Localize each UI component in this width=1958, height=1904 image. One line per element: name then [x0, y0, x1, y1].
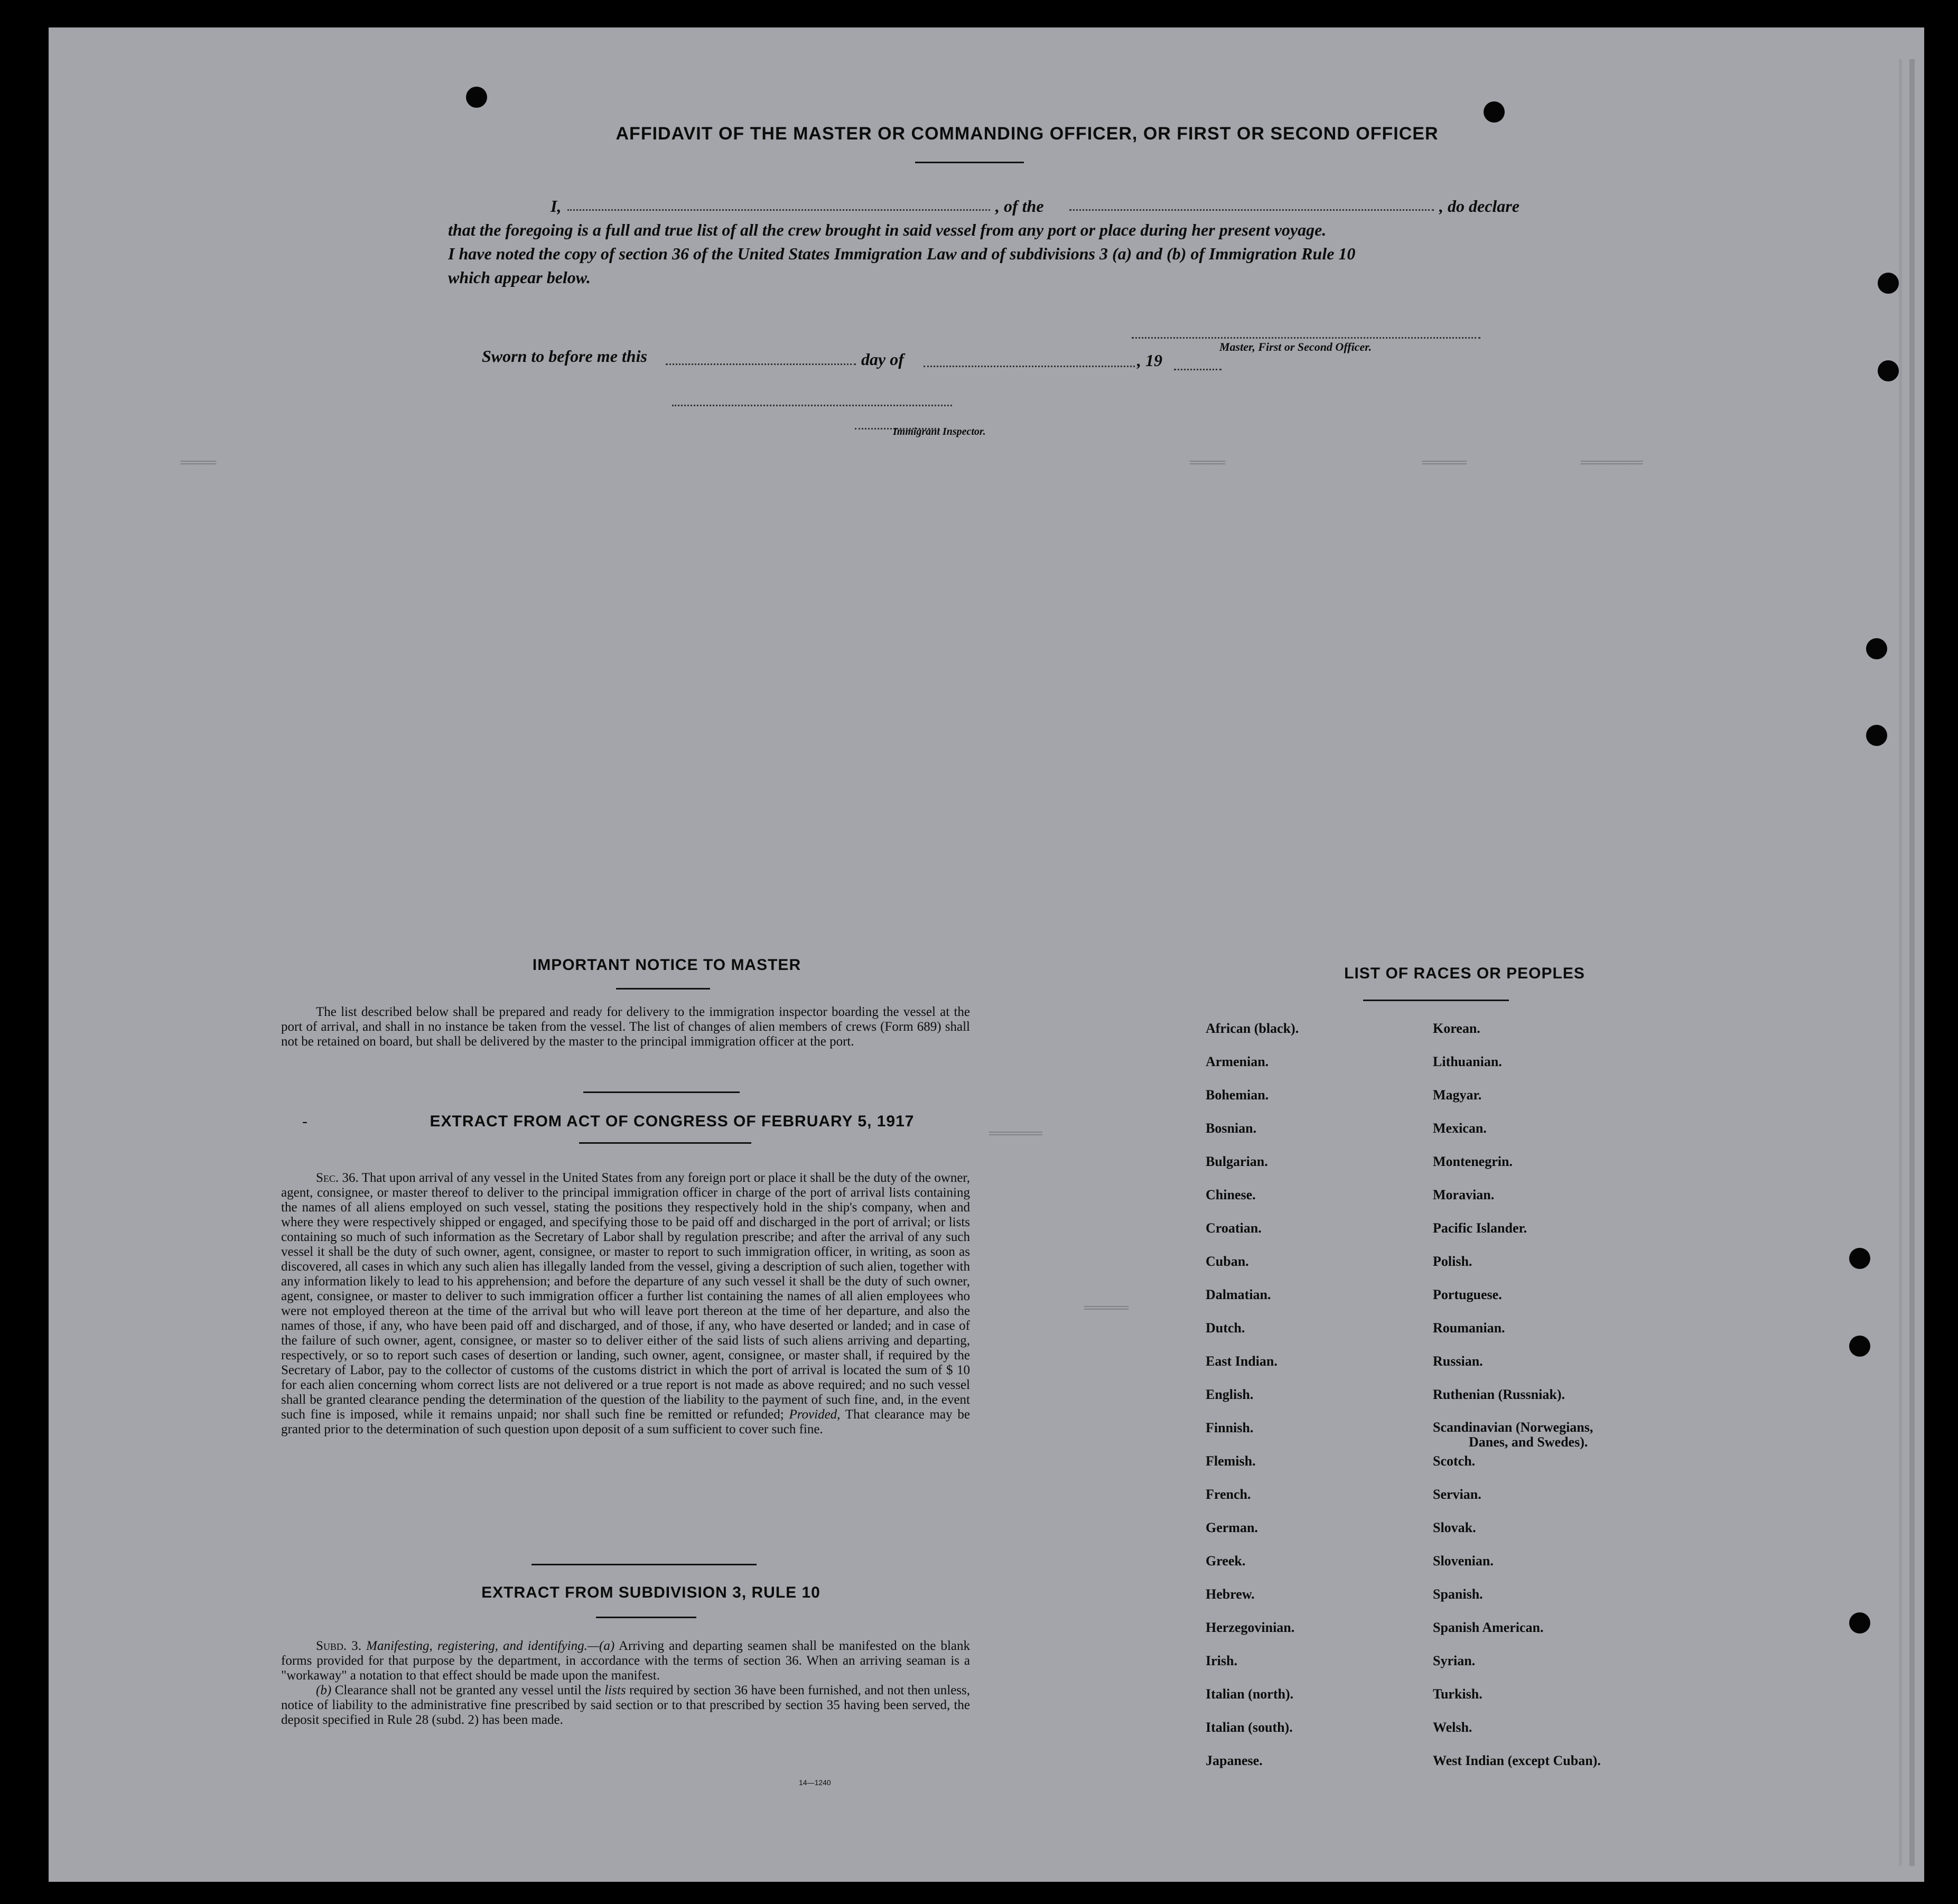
race-item: Lithuanian. — [1433, 1054, 1502, 1069]
rule-title: EXTRACT FROM SUBDIVISION 3, RULE 10 — [481, 1584, 821, 1601]
races-right-column — [1433, 1021, 1601, 1786]
bleed-through: ══════ — [989, 1126, 1042, 1143]
punch-hole — [1849, 1612, 1870, 1634]
race-item: Syrian. — [1433, 1653, 1476, 1668]
punch-hole — [1484, 101, 1505, 123]
bleed-through: ═══════ — [1581, 455, 1643, 472]
sworn-month-field[interactable] — [924, 366, 1135, 367]
race-item: Russian. — [1433, 1354, 1483, 1369]
race-item: Roumanian. — [1433, 1320, 1505, 1336]
provided-label: Provided, — [789, 1407, 841, 1422]
divider — [1363, 1000, 1509, 1001]
punch-hole — [466, 87, 487, 108]
master-signature-label: Master, First or Second Officer. — [1219, 340, 1372, 353]
dash-mark: - — [302, 1113, 307, 1130]
races-title: LIST OF RACES OR PEOPLES — [1344, 965, 1585, 982]
race-item: Korean. — [1433, 1021, 1480, 1036]
rule-heading: Manifesting, registering, and identifying.—(a) — [366, 1639, 615, 1653]
race-item: Spanish. — [1433, 1586, 1483, 1602]
race-item: Ruthenian (Russniak). — [1433, 1387, 1565, 1402]
divider — [596, 1617, 696, 1618]
punch-hole — [1878, 273, 1899, 294]
act-text — [281, 1171, 970, 1437]
divider — [616, 988, 710, 990]
divider — [532, 1564, 757, 1565]
race-item-scandinavian-cont: Danes, and Swedes). — [1469, 1434, 1588, 1450]
bleed-through: ═════ — [1422, 455, 1467, 472]
affidavit-body — [448, 194, 1536, 290]
rule-text-b1: Clearance shall not be granted any vessel until the — [334, 1683, 601, 1697]
sworn-label: Sworn to before me this — [482, 347, 647, 366]
affidavit-of-label: , of the — [995, 197, 1044, 216]
race-item: Bohemian. — [1206, 1087, 1269, 1103]
form-number: 14—1240 — [799, 1778, 831, 1787]
affidavit-line-4: which appear below. — [448, 268, 591, 287]
race-item: Dutch. — [1206, 1320, 1245, 1336]
race-item: Croatian. — [1206, 1220, 1262, 1236]
master-signature-field[interactable] — [1132, 337, 1480, 339]
race-item: German. — [1206, 1520, 1258, 1535]
race-item: Finnish. — [1206, 1420, 1254, 1435]
race-item: Slovenian. — [1433, 1553, 1494, 1569]
race-item: Bosnian. — [1206, 1121, 1257, 1136]
rule-b-label: (b) — [316, 1683, 332, 1697]
act-title: EXTRACT FROM ACT OF CONGRESS OF FEBRUARY 5, 1917 — [430, 1113, 915, 1130]
year-label: , 19 — [1137, 351, 1162, 370]
document-page — [49, 27, 1924, 1882]
race-item: Japanese. — [1206, 1753, 1263, 1768]
notice-title: IMPORTANT NOTICE TO MASTER — [532, 956, 801, 974]
race-item: French. — [1206, 1487, 1251, 1502]
race-item: West Indian (except Cuban). — [1433, 1753, 1601, 1768]
inspector-signature-line[interactable] — [672, 405, 952, 406]
race-item: Turkish. — [1433, 1686, 1483, 1702]
race-item: Cuban. — [1206, 1254, 1249, 1269]
race-item: Spanish American. — [1433, 1620, 1544, 1635]
rule-text — [281, 1639, 970, 1728]
race-item: Montenegrin. — [1433, 1154, 1513, 1169]
punch-hole — [1878, 360, 1899, 381]
race-item: Mexican. — [1433, 1121, 1487, 1136]
punch-hole — [1866, 638, 1887, 659]
race-item: Bulgarian. — [1206, 1154, 1268, 1169]
rule-text-a: Arriving and departing seamen shall be manifested on the blank forms provided for that purpose by the department, in accordance with the terms of section 36. When an arriving seaman is a "workaway" a notation to that effect should be made upon the manifest. — [281, 1639, 970, 1683]
race-item: Dalmatian. — [1206, 1287, 1271, 1302]
race-item: Irish. — [1206, 1653, 1237, 1668]
bleed-through: ════ — [1190, 455, 1226, 472]
race-item: Polish. — [1433, 1254, 1472, 1269]
affidavit-line-3: I have noted the copy of section 36 of the United States Immigration Law and of subdivisions 3 (a) and (b) of Immigration Rule 10 — [448, 244, 1356, 263]
race-item: Herzegovinian. — [1206, 1620, 1295, 1635]
affidavit-title: AFFIDAVIT OF THE MASTER OR COMMANDING OFFICER, OR FIRST OR SECOND OFFICER — [616, 124, 1439, 144]
section-36-end: That clearance may be granted prior to the determination of such question upon deposit of a sum sufficient to cover such fine. — [281, 1407, 970, 1436]
race-item: Chinese. — [1206, 1187, 1256, 1202]
name-field[interactable] — [567, 209, 990, 211]
section-label: Sec. 36. — [316, 1171, 359, 1185]
race-item: Slovak. — [1433, 1520, 1476, 1535]
affidavit-line-1 — [448, 194, 1536, 218]
race-item: Portuguese. — [1433, 1287, 1502, 1302]
race-item: Scotch. — [1433, 1453, 1476, 1469]
race-item: Magyar. — [1433, 1087, 1482, 1103]
race-item: Italian (north). — [1206, 1686, 1294, 1702]
race-item: Armenian. — [1206, 1054, 1269, 1069]
race-item — [1433, 1420, 1601, 1453]
lists-word: lists — [604, 1683, 626, 1697]
race-item: Moravian. — [1433, 1187, 1495, 1202]
race-item: East Indian. — [1206, 1354, 1278, 1369]
punch-hole — [1849, 1248, 1870, 1269]
affidavit-i-label: I, — [551, 197, 562, 216]
subd-label: Subd. 3. — [316, 1639, 362, 1653]
punch-hole — [1866, 725, 1887, 746]
race-item: Italian (south). — [1206, 1720, 1293, 1735]
race-item: Welsh. — [1433, 1720, 1472, 1735]
divider — [579, 1142, 751, 1144]
day-of-label: day of — [861, 350, 904, 369]
page-edge — [1909, 59, 1915, 1866]
rule-text-b2: required by section 36 have been furnished, and not then unless, notice of liability to the administrative fine prescribed by said section or to that prescribed by section 35 having been served, the deposit specified in Rule 28 (subd. 2) has been made. — [281, 1683, 971, 1727]
divider — [915, 162, 1024, 163]
vessel-field[interactable] — [1069, 209, 1434, 211]
race-item: Servian. — [1433, 1487, 1481, 1502]
sworn-year-field[interactable] — [1174, 369, 1222, 370]
bleed-through: ════ — [181, 455, 217, 472]
race-item: English. — [1206, 1387, 1254, 1402]
bleed-through: ═════ — [1084, 1301, 1129, 1317]
notice-text: The list described below shall be prepared and ready for delivery to the immigration inspector boarding the vessel at the port of arrival, and shall in no instance be taken from the vessel. The list of changes of alien members of crews (Form 689) shall not be retained on board, but shall be delivered by the master to the principal immigration officer at the port. — [281, 1005, 970, 1049]
race-item: African (black). — [1206, 1021, 1299, 1036]
affidavit-line-2: that the foregoing is a full and true list of all the crew brought in said vessel from any port or place during her present voyage. — [448, 220, 1327, 239]
inspector-label: Immigrant Inspector. — [893, 426, 986, 437]
race-item: Greek. — [1206, 1553, 1246, 1569]
race-item-scandinavian: Scandinavian (Norwegians, — [1433, 1420, 1593, 1435]
races-left-column — [1206, 1021, 1299, 1786]
page-edge — [1899, 59, 1902, 1866]
punch-hole — [1849, 1336, 1870, 1357]
affidavit-declare-label: , do declare — [1439, 197, 1519, 216]
race-item: Pacific Islander. — [1433, 1220, 1527, 1236]
race-item: Flemish. — [1206, 1453, 1256, 1469]
sworn-day-field[interactable] — [666, 363, 856, 365]
divider — [583, 1091, 740, 1093]
section-36-text: That upon arrival of any vessel in the United States from any foreign port or place it shall be the duty of the owner, agent, consignee, or master thereof to deliver to the principal immigration officer in charge of the port of arrival lists containing the names of all aliens employed on such vessel, stating the positions they respectively hold in the ship's company, when and where they were respectively shipped or engaged, and specifying those to be paid off and discharged in the port of arrival; or lists containing so much of such information as the Secretary of Labor shall by regulation prescribe; and after the arrival of any such vessel it shall be the duty of such owner, agent, consignee, or master to report to such immigration officer, in writing, as soon as discovered, all cases in which any such alien has illegally landed from the vessel, giving a description of such alien, together with any information likely to lead to his apprehension; and before the departure of any such vessel it shall be the duty of such owner, agent, consignee, or master to deliver to such immigration officer a further list containing the names of all alien employees who were not employed thereon at the time of the arrival but who will leave port thereon at the time of her departure, and also the names of those, if any, who have been paid off and discharged, and of those, if any, who have deserted or landed; and in case of the failure of such owner, agent, consignee, or master so to deliver either of the said lists of such aliens arriving and departing, respectively, or so to report such cases of desertion or landing, such owner, agent, consignee, or master shall, if required by the Secretary of Labor, pay to the collector of customs of the customs district in which the port of arrival is located the sum of $ 10 for each alien concerning whom correct lists are not delivered or a true report is not made as above required; and no such vessel shall be granted clearance pending the determination of the question of the liability to the payment of such fine, and, in the event such fine is imposed, while it remains unpaid; nor shall such fine be remitted or refunded; — [281, 1171, 970, 1422]
race-item: Hebrew. — [1206, 1586, 1255, 1602]
